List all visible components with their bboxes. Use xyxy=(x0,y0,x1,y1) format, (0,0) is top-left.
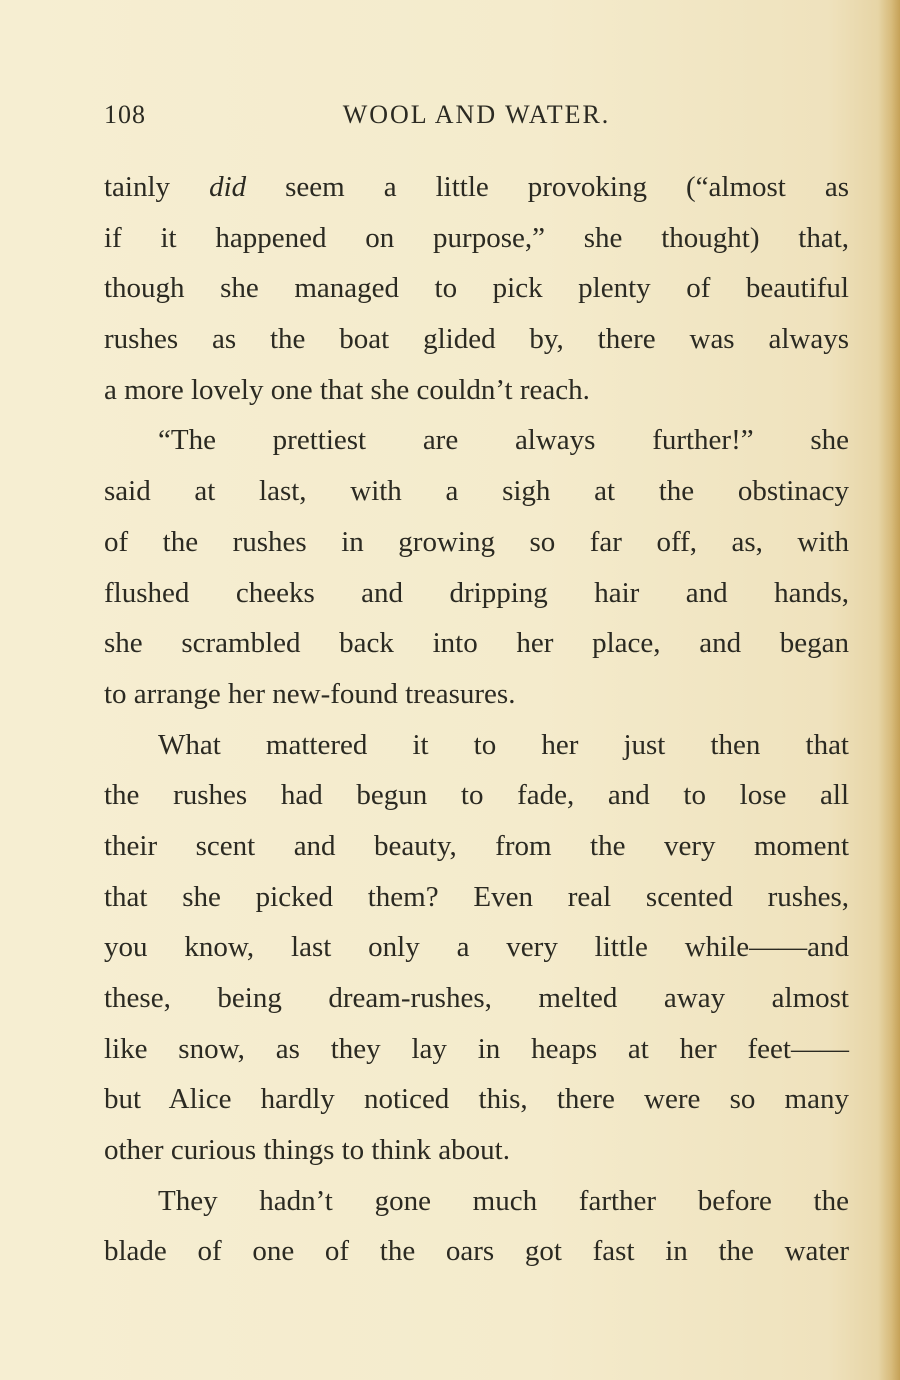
text-line-part: tainly xyxy=(104,171,210,203)
text-line: the rushes had begun to fade, and to lose all xyxy=(104,779,849,812)
text-line: said at last, with a sigh at the obstinacy xyxy=(104,475,849,508)
text-line: “The prettiest are always further!” she xyxy=(158,424,849,457)
text-line: to arrange her new-found treasures. xyxy=(104,677,516,710)
page-number: 108 xyxy=(104,100,146,129)
text-line: blade of one of the oars got fast in the water xyxy=(104,1235,849,1268)
text-line: a more lovely one that she couldn’t reach. xyxy=(104,373,590,406)
text-line-part: seem a little provoking (“almost as xyxy=(246,171,850,203)
body-text xyxy=(104,162,849,1277)
text-line: though she managed to pick plenty of beautiful xyxy=(104,272,849,305)
text-line: like snow, as they lay in heaps at her feet—— xyxy=(104,1032,849,1065)
text-line: other curious things to think about. xyxy=(104,1134,510,1167)
text-line: They hadn’t gone much farther before the xyxy=(158,1184,849,1217)
page-edge xyxy=(878,0,900,1380)
text-line: What mattered it to her just then that xyxy=(158,728,849,761)
text-line: flushed cheeks and dripping hair and hands, xyxy=(104,576,849,609)
text-line: that she picked them? Even real scented rushes, xyxy=(104,880,849,913)
text-line xyxy=(104,162,849,213)
page-header xyxy=(104,100,849,136)
text-line: you know, last only a very little while——and xyxy=(104,931,849,964)
text-line: if it happened on purpose,” she thought) that, xyxy=(104,221,849,254)
text-line: these, being dream-rushes, melted away almost xyxy=(104,982,849,1014)
running-title: WOOL AND WATER. xyxy=(342,100,611,129)
text-line: but Alice hardly noticed this, there were so many xyxy=(104,1083,849,1116)
text-line: she scrambled back into her place, and began xyxy=(104,627,849,660)
text-line: of the rushes in growing so far off, as, with xyxy=(104,525,849,558)
text-line: their scent and beauty, from the very moment xyxy=(104,829,849,862)
italic-word: did xyxy=(209,171,247,203)
text-line: rushes as the boat glided by, there was always xyxy=(104,323,849,356)
